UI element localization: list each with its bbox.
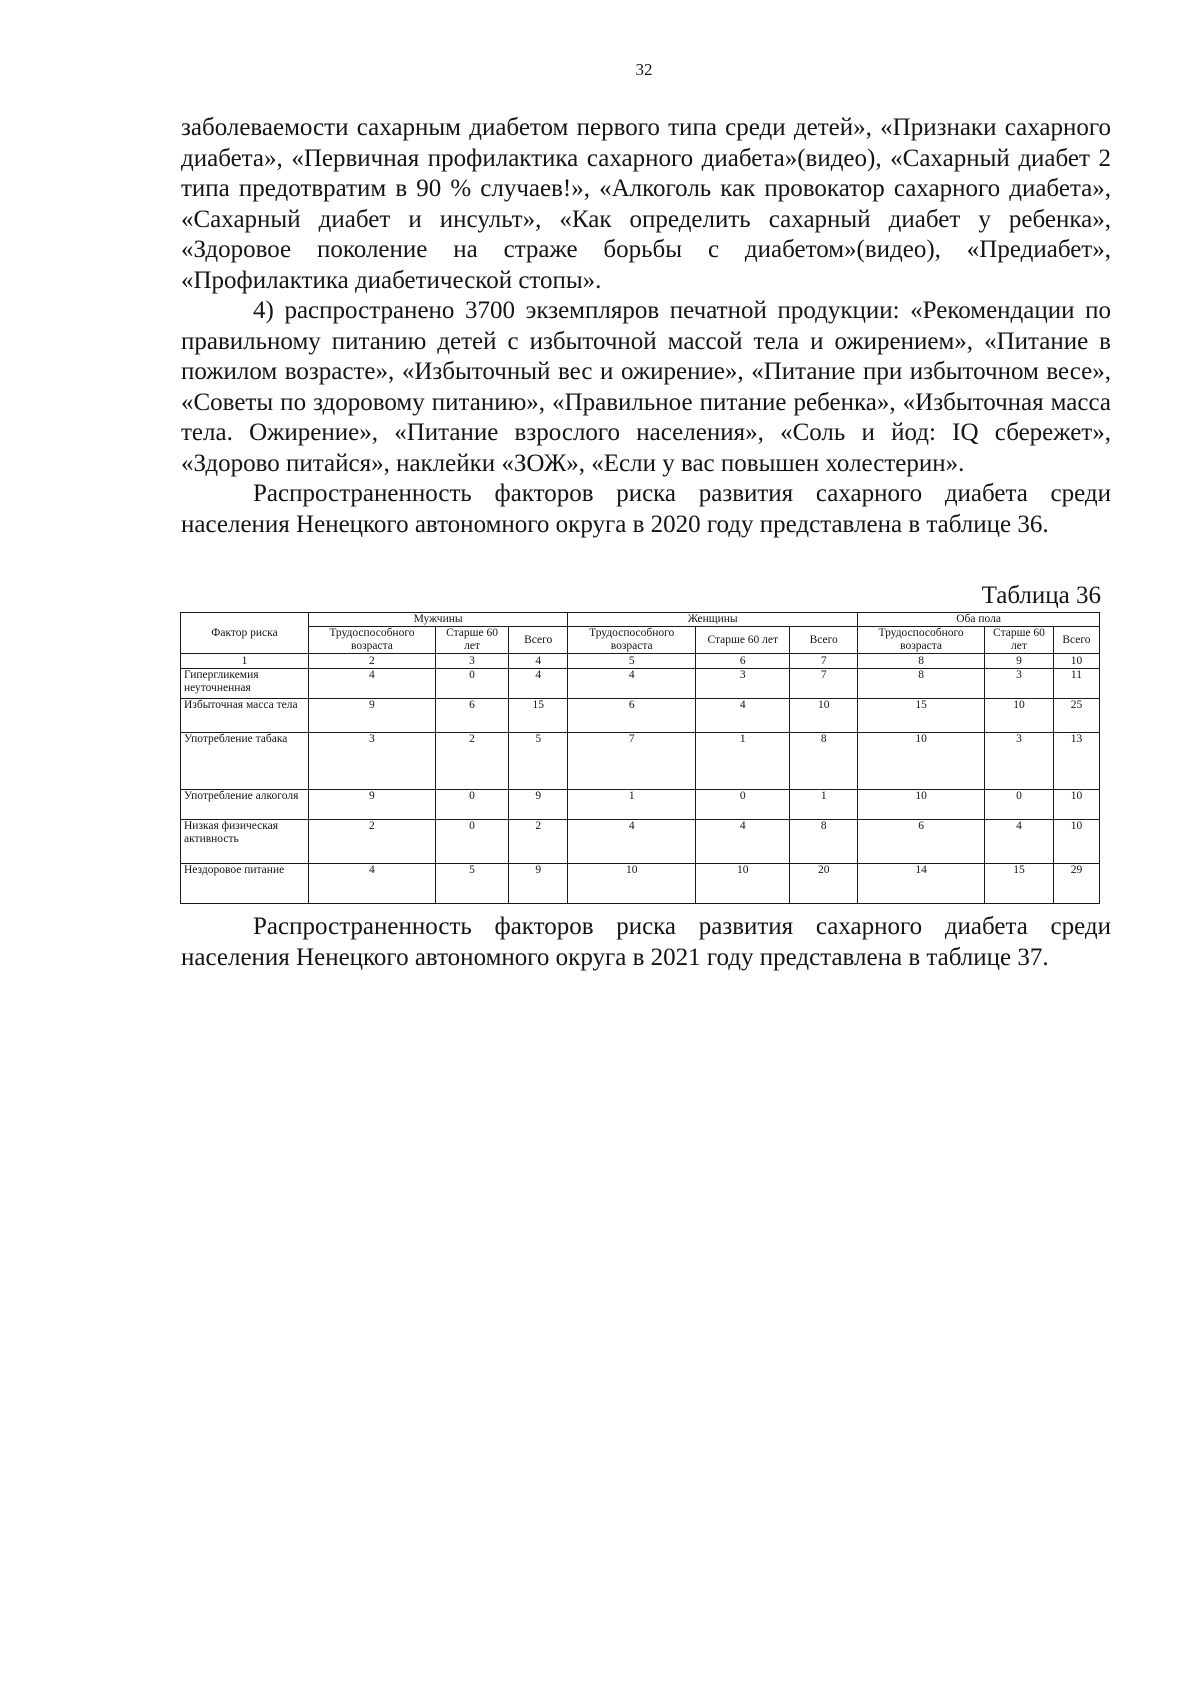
- risk-factor-label: Употребление алкоголя: [181, 790, 309, 820]
- table-header-row-subcolumns: [181, 627, 1100, 654]
- header-group-women: Женщины: [568, 613, 858, 627]
- table-cell: 10: [858, 790, 985, 820]
- header-men-over-60: Старше 60 лет: [435, 627, 508, 654]
- table-cell: 2: [435, 733, 508, 790]
- table-cell: 9: [308, 790, 435, 820]
- column-number: 4: [509, 654, 568, 669]
- table-cell: 9: [509, 864, 568, 904]
- document-body: [181, 113, 1111, 973]
- header-men-working-age: Трудоспособного возраста: [308, 627, 435, 654]
- table-cell: 4: [568, 820, 696, 864]
- paragraph-2: 4) распространено 3700 экземпляров печатной продукции: «Рекомендации по правильному питанию детей с избыточной массой тела и ожирением», «Питание в пожилом возрасте», «Избыточный вес и ожирение», «Питание при избыточном весе», «Советы по здоровому питанию», «Правильное питание ребенка», «Избыточная масса тела. Ожирение», «Питание взрослого населения», «Соль и йод: IQ сбережет», «Здорово питайся», наклейки «ЗОЖ», «Если у вас повышен холестерин».: [181, 297, 1111, 477]
- column-number: 10: [1053, 654, 1099, 669]
- table-cell: 1: [696, 733, 790, 790]
- table-cell: 4: [568, 669, 696, 699]
- header-women-over-60: Старше 60 лет: [696, 627, 790, 654]
- table-cell: 15: [985, 864, 1054, 904]
- table-cell: 10: [696, 864, 790, 904]
- table-cell: 13: [1053, 733, 1099, 790]
- table-cell: 11: [1053, 669, 1099, 699]
- table-row: [181, 669, 1100, 699]
- column-number: 3: [435, 654, 508, 669]
- table-cell: 7: [790, 669, 858, 699]
- table-cell: 5: [435, 864, 508, 904]
- table-header-row-groups: [181, 613, 1100, 627]
- column-number: 1: [181, 654, 309, 669]
- table-cell: 1: [568, 790, 696, 820]
- header-group-men: Мужчины: [308, 613, 567, 627]
- table-cell: 14: [858, 864, 985, 904]
- table-cell: 8: [858, 669, 985, 699]
- table-cell: 4: [509, 669, 568, 699]
- table-cell: 3: [308, 733, 435, 790]
- table-cell: 10: [1053, 820, 1099, 864]
- column-number-row: [181, 654, 1100, 669]
- table-cell: 15: [858, 699, 985, 733]
- column-number: 2: [308, 654, 435, 669]
- paragraph-1: заболеваемости сахарным диабетом первого типа среди детей», «Признаки сахарного диабета», «Первичная профилактика сахарного диабета»(видео), «Сахарный диабет 2 типа предотвратим в 90 % случаев!», «Алкоголь как провокатор сахарного диабета», «Сахарный диабет и инсульт», «Как определить сахарный диабет у ребенка», «Здоровое поколение на страже борьбы с диабетом»(видео), «Предиабет», «Профилактика диабетической стопы».: [181, 114, 1111, 294]
- column-number: 6: [696, 654, 790, 669]
- column-number: 7: [790, 654, 858, 669]
- column-number: 9: [985, 654, 1054, 669]
- table-cell: 4: [985, 820, 1054, 864]
- table-cell: 6: [858, 820, 985, 864]
- table-cell: 0: [696, 790, 790, 820]
- table-cell: 4: [308, 864, 435, 904]
- risk-factor-label: Употребление табака: [181, 733, 309, 790]
- table-cell: 0: [435, 820, 508, 864]
- table-cell: 4: [308, 669, 435, 699]
- column-number: 8: [858, 654, 985, 669]
- table-cell: 4: [696, 699, 790, 733]
- table-cell: 8: [790, 820, 858, 864]
- table-cell: 10: [858, 733, 985, 790]
- table-cell: 15: [509, 699, 568, 733]
- risk-factor-label: Низкая физическая активность: [181, 820, 309, 864]
- table-row: [181, 733, 1100, 790]
- table-cell: 3: [985, 669, 1054, 699]
- table-cell: 29: [1053, 864, 1099, 904]
- table-cell: 7: [568, 733, 696, 790]
- table-cell: 6: [568, 699, 696, 733]
- paragraph-3: Распространенность факторов риска развития сахарного диабета среди населения Ненецкого автономного округа в 2020 году представлена в таблице 36.: [181, 480, 1111, 538]
- table-cell: 10: [568, 864, 696, 904]
- header-both-working-age: Трудоспособного возраста: [858, 627, 985, 654]
- table-cell: 8: [790, 733, 858, 790]
- table-caption: Таблица 36: [981, 582, 1101, 609]
- header-group-both: Оба пола: [858, 613, 1100, 627]
- header-women-total: Всего: [790, 627, 858, 654]
- header-women-working-age: Трудоспособного возраста: [568, 627, 696, 654]
- table-cell: 0: [435, 669, 508, 699]
- table-cell: 0: [985, 790, 1054, 820]
- table-cell: 20: [790, 864, 858, 904]
- table-cell: 1: [790, 790, 858, 820]
- paragraph-closing: Распространенность факторов риска развития сахарного диабета среди населения Ненецкого автономного округа в 2021 году представлена в таблице 37.: [181, 913, 1111, 971]
- table-cell: 10: [985, 699, 1054, 733]
- table-row: [181, 790, 1100, 820]
- risk-factor-table: [180, 612, 1100, 904]
- table-cell: 10: [1053, 790, 1099, 820]
- table-cell: 4: [696, 820, 790, 864]
- table-cell: 9: [509, 790, 568, 820]
- table-cell: 5: [509, 733, 568, 790]
- page-number: 32: [635, 60, 653, 79]
- column-number: 5: [568, 654, 696, 669]
- table-row: [181, 864, 1100, 904]
- table-cell: 25: [1053, 699, 1099, 733]
- table-cell: 2: [308, 820, 435, 864]
- header-men-total: Всего: [509, 627, 568, 654]
- table-cell: 2: [509, 820, 568, 864]
- table-cell: 3: [985, 733, 1054, 790]
- table-row: [181, 820, 1100, 864]
- header-both-over-60: Старше 60 лет: [985, 627, 1054, 654]
- risk-factor-label: Нездоровое питание: [181, 864, 309, 904]
- header-both-total: Всего: [1053, 627, 1099, 654]
- table-cell: 6: [435, 699, 508, 733]
- table-row: [181, 699, 1100, 733]
- header-risk-factor: Фактор риска: [181, 613, 309, 654]
- table-cell: 10: [790, 699, 858, 733]
- table-cell: 3: [696, 669, 790, 699]
- risk-factor-label: Избыточная масса тела: [181, 699, 309, 733]
- table-cell: 0: [435, 790, 508, 820]
- table-cell: 9: [308, 699, 435, 733]
- risk-factor-label: Гипергликемия неуточненная: [181, 669, 309, 699]
